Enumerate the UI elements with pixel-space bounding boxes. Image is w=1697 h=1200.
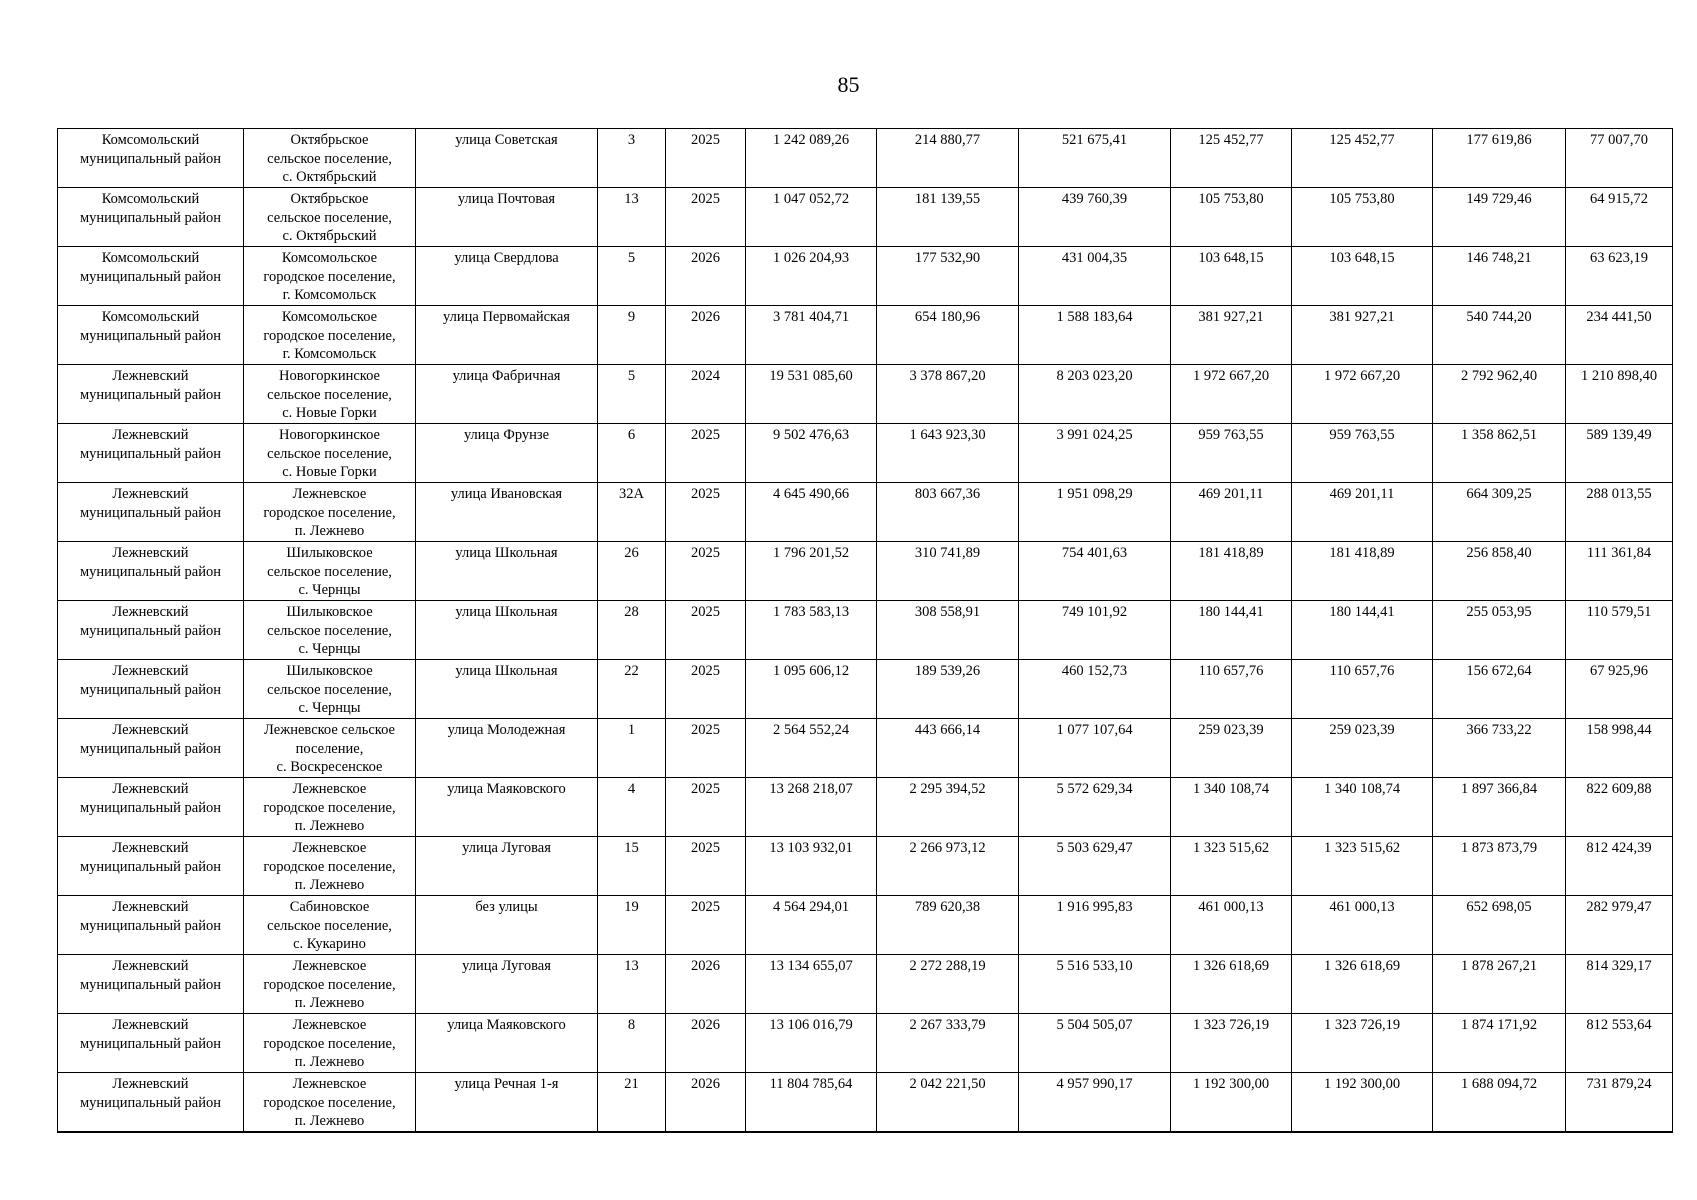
total-cost-cell: 13 134 655,07 xyxy=(746,955,877,1014)
table-row xyxy=(58,896,1673,955)
amount-cell-3: 1 972 667,20 xyxy=(1171,365,1292,424)
amount-cell-6: 812 553,64 xyxy=(1566,1014,1673,1073)
settlement-cell: Октябрьское сельское поселение, с. Октябрьский xyxy=(244,188,416,247)
house-number-cell: 21 xyxy=(598,1073,666,1133)
settlement-cell: Лежневское городское поселение, п. Лежнево xyxy=(244,778,416,837)
amount-cell-6: 822 609,88 xyxy=(1566,778,1673,837)
year-cell: 2025 xyxy=(666,778,746,837)
house-number-cell: 3 xyxy=(598,129,666,188)
table-row xyxy=(58,542,1673,601)
amount-cell-3: 259 023,39 xyxy=(1171,719,1292,778)
house-number-cell: 9 xyxy=(598,306,666,365)
municipal-district-cell: Комсомольский муниципальный район xyxy=(58,306,244,365)
page-number: 85 xyxy=(837,72,860,97)
amount-cell-3: 469 201,11 xyxy=(1171,483,1292,542)
municipal-district-cell: Лежневский муниципальный район xyxy=(58,719,244,778)
amount-cell-3: 461 000,13 xyxy=(1171,896,1292,955)
amount-cell-5: 2 792 962,40 xyxy=(1433,365,1566,424)
settlement-cell: Сабиновское сельское поселение, с. Кукарино xyxy=(244,896,416,955)
amount-cell-6: 77 007,70 xyxy=(1566,129,1673,188)
municipal-district-cell: Лежневский муниципальный район xyxy=(58,601,244,660)
amount-cell-1: 189 539,26 xyxy=(877,660,1019,719)
amount-cell-5: 1 878 267,21 xyxy=(1433,955,1566,1014)
total-cost-cell: 1 047 052,72 xyxy=(746,188,877,247)
amount-cell-4: 103 648,15 xyxy=(1292,247,1433,306)
table-row xyxy=(58,306,1673,365)
house-number-cell: 13 xyxy=(598,188,666,247)
street-cell: улица Молодежная xyxy=(416,719,598,778)
year-cell: 2026 xyxy=(666,955,746,1014)
table-row xyxy=(58,188,1673,247)
street-cell: улица Маяковского xyxy=(416,778,598,837)
year-cell: 2025 xyxy=(666,719,746,778)
amount-cell-5: 255 053,95 xyxy=(1433,601,1566,660)
municipal-district-cell: Лежневский муниципальный район xyxy=(58,660,244,719)
amount-cell-2: 439 760,39 xyxy=(1019,188,1171,247)
settlement-cell: Новогоркинское сельское поселение, с. Новые Горки xyxy=(244,365,416,424)
amount-cell-6: 1 210 898,40 xyxy=(1566,365,1673,424)
amount-cell-5: 1 358 862,51 xyxy=(1433,424,1566,483)
municipal-district-cell: Лежневский муниципальный район xyxy=(58,483,244,542)
amount-cell-1: 803 667,36 xyxy=(877,483,1019,542)
amount-cell-6: 731 879,24 xyxy=(1566,1073,1673,1133)
total-cost-cell: 1 026 204,93 xyxy=(746,247,877,306)
amount-cell-2: 5 572 629,34 xyxy=(1019,778,1171,837)
house-number-cell: 6 xyxy=(598,424,666,483)
municipal-district-cell: Лежневский муниципальный район xyxy=(58,1073,244,1133)
total-cost-cell: 11 804 785,64 xyxy=(746,1073,877,1133)
amount-cell-4: 1 323 515,62 xyxy=(1292,837,1433,896)
amount-cell-6: 64 915,72 xyxy=(1566,188,1673,247)
amount-cell-4: 959 763,55 xyxy=(1292,424,1433,483)
amount-cell-2: 5 503 629,47 xyxy=(1019,837,1171,896)
amount-cell-5: 652 698,05 xyxy=(1433,896,1566,955)
settlement-cell: Шилыковское сельское поселение, с. Чернцы xyxy=(244,660,416,719)
year-cell: 2026 xyxy=(666,1073,746,1133)
street-cell: улица Школьная xyxy=(416,542,598,601)
amount-cell-2: 3 991 024,25 xyxy=(1019,424,1171,483)
settlement-cell: Лежневское городское поселение, п. Лежнево xyxy=(244,1014,416,1073)
house-number-cell: 4 xyxy=(598,778,666,837)
municipal-district-cell: Лежневский муниципальный район xyxy=(58,424,244,483)
amount-cell-4: 110 657,76 xyxy=(1292,660,1433,719)
street-cell: улица Фрунзе xyxy=(416,424,598,483)
street-cell: улица Школьная xyxy=(416,660,598,719)
settlement-cell: Комсомольское городское поселение, г. Комсомольск xyxy=(244,306,416,365)
municipal-district-cell: Лежневский муниципальный район xyxy=(58,837,244,896)
amount-cell-5: 146 748,21 xyxy=(1433,247,1566,306)
amount-cell-1: 443 666,14 xyxy=(877,719,1019,778)
amount-cell-3: 1 323 515,62 xyxy=(1171,837,1292,896)
amount-cell-3: 381 927,21 xyxy=(1171,306,1292,365)
house-number-cell: 32А xyxy=(598,483,666,542)
municipal-district-cell: Лежневский муниципальный район xyxy=(58,1014,244,1073)
amount-cell-4: 181 418,89 xyxy=(1292,542,1433,601)
house-number-cell: 22 xyxy=(598,660,666,719)
amount-cell-6: 110 579,51 xyxy=(1566,601,1673,660)
total-cost-cell: 4 645 490,66 xyxy=(746,483,877,542)
house-number-cell: 8 xyxy=(598,1014,666,1073)
amount-cell-2: 4 957 990,17 xyxy=(1019,1073,1171,1133)
amount-cell-3: 110 657,76 xyxy=(1171,660,1292,719)
house-number-cell: 5 xyxy=(598,365,666,424)
amount-cell-2: 1 588 183,64 xyxy=(1019,306,1171,365)
amount-cell-5: 1 688 094,72 xyxy=(1433,1073,1566,1133)
year-cell: 2025 xyxy=(666,601,746,660)
total-cost-cell: 13 268 218,07 xyxy=(746,778,877,837)
street-cell: улица Советская xyxy=(416,129,598,188)
amount-cell-4: 1 340 108,74 xyxy=(1292,778,1433,837)
total-cost-cell: 19 531 085,60 xyxy=(746,365,877,424)
street-cell: улица Фабричная xyxy=(416,365,598,424)
street-cell: улица Маяковского xyxy=(416,1014,598,1073)
amount-cell-1: 789 620,38 xyxy=(877,896,1019,955)
table-row xyxy=(58,129,1673,188)
settlement-cell: Лежневское городское поселение, п. Лежнево xyxy=(244,837,416,896)
settlement-cell: Октябрьское сельское поселение, с. Октябрьский xyxy=(244,129,416,188)
amount-cell-1: 181 139,55 xyxy=(877,188,1019,247)
amount-cell-5: 664 309,25 xyxy=(1433,483,1566,542)
municipal-district-cell: Лежневский муниципальный район xyxy=(58,542,244,601)
table-row xyxy=(58,660,1673,719)
amount-cell-3: 1 326 618,69 xyxy=(1171,955,1292,1014)
amount-cell-1: 308 558,91 xyxy=(877,601,1019,660)
total-cost-cell: 1 242 089,26 xyxy=(746,129,877,188)
year-cell: 2026 xyxy=(666,247,746,306)
house-number-cell: 15 xyxy=(598,837,666,896)
house-number-cell: 5 xyxy=(598,247,666,306)
municipal-district-cell: Лежневский муниципальный район xyxy=(58,365,244,424)
amount-cell-5: 149 729,46 xyxy=(1433,188,1566,247)
amount-cell-2: 754 401,63 xyxy=(1019,542,1171,601)
amount-cell-5: 1 873 873,79 xyxy=(1433,837,1566,896)
amount-cell-3: 105 753,80 xyxy=(1171,188,1292,247)
table-row xyxy=(58,719,1673,778)
amount-cell-1: 214 880,77 xyxy=(877,129,1019,188)
amount-cell-6: 111 361,84 xyxy=(1566,542,1673,601)
amount-cell-2: 749 101,92 xyxy=(1019,601,1171,660)
amount-cell-3: 125 452,77 xyxy=(1171,129,1292,188)
house-number-cell: 26 xyxy=(598,542,666,601)
year-cell: 2026 xyxy=(666,1014,746,1073)
total-cost-cell: 1 095 606,12 xyxy=(746,660,877,719)
amount-cell-1: 2 295 394,52 xyxy=(877,778,1019,837)
amount-cell-3: 1 323 726,19 xyxy=(1171,1014,1292,1073)
municipal-district-cell: Лежневский муниципальный район xyxy=(58,896,244,955)
amount-cell-2: 5 504 505,07 xyxy=(1019,1014,1171,1073)
total-cost-cell: 3 781 404,71 xyxy=(746,306,877,365)
amount-cell-1: 2 272 288,19 xyxy=(877,955,1019,1014)
amount-cell-1: 2 266 973,12 xyxy=(877,837,1019,896)
street-cell: улица Свердлова xyxy=(416,247,598,306)
amount-cell-3: 1 192 300,00 xyxy=(1171,1073,1292,1133)
year-cell: 2025 xyxy=(666,837,746,896)
table-row xyxy=(58,837,1673,896)
amount-cell-3: 181 418,89 xyxy=(1171,542,1292,601)
amount-cell-2: 1 916 995,83 xyxy=(1019,896,1171,955)
settlement-cell: Лежневское сельское поселение, с. Воскресенское xyxy=(244,719,416,778)
amount-cell-5: 1 874 171,92 xyxy=(1433,1014,1566,1073)
house-number-cell: 13 xyxy=(598,955,666,1014)
amount-cell-1: 654 180,96 xyxy=(877,306,1019,365)
table-row xyxy=(58,1014,1673,1073)
amount-cell-2: 460 152,73 xyxy=(1019,660,1171,719)
amount-cell-5: 1 897 366,84 xyxy=(1433,778,1566,837)
amount-cell-4: 381 927,21 xyxy=(1292,306,1433,365)
amount-cell-3: 1 340 108,74 xyxy=(1171,778,1292,837)
street-cell: улица Луговая xyxy=(416,955,598,1014)
amount-cell-5: 366 733,22 xyxy=(1433,719,1566,778)
year-cell: 2025 xyxy=(666,542,746,601)
settlement-cell: Шилыковское сельское поселение, с. Чернцы xyxy=(244,542,416,601)
table-row xyxy=(58,601,1673,660)
amount-cell-2: 1 951 098,29 xyxy=(1019,483,1171,542)
amount-cell-3: 180 144,41 xyxy=(1171,601,1292,660)
total-cost-cell: 13 103 932,01 xyxy=(746,837,877,896)
amount-cell-2: 1 077 107,64 xyxy=(1019,719,1171,778)
street-cell: улица Ивановская xyxy=(416,483,598,542)
amount-cell-2: 5 516 533,10 xyxy=(1019,955,1171,1014)
year-cell: 2025 xyxy=(666,483,746,542)
amount-cell-6: 282 979,47 xyxy=(1566,896,1673,955)
amount-cell-4: 1 326 618,69 xyxy=(1292,955,1433,1014)
table-row xyxy=(58,424,1673,483)
amount-cell-4: 1 972 667,20 xyxy=(1292,365,1433,424)
total-cost-cell: 2 564 552,24 xyxy=(746,719,877,778)
amount-cell-6: 234 441,50 xyxy=(1566,306,1673,365)
amount-cell-6: 63 623,19 xyxy=(1566,247,1673,306)
year-cell: 2025 xyxy=(666,424,746,483)
settlement-cell: Лежневское городское поселение, п. Лежнево xyxy=(244,955,416,1014)
municipal-district-cell: Комсомольский муниципальный район xyxy=(58,188,244,247)
municipal-district-cell: Лежневский муниципальный район xyxy=(58,778,244,837)
amount-cell-1: 3 378 867,20 xyxy=(877,365,1019,424)
amount-cell-6: 812 424,39 xyxy=(1566,837,1673,896)
amount-cell-5: 156 672,64 xyxy=(1433,660,1566,719)
amount-cell-6: 67 925,96 xyxy=(1566,660,1673,719)
table-row xyxy=(58,365,1673,424)
street-cell: улица Почтовая xyxy=(416,188,598,247)
amount-cell-4: 125 452,77 xyxy=(1292,129,1433,188)
amount-cell-4: 180 144,41 xyxy=(1292,601,1433,660)
street-cell: без улицы xyxy=(416,896,598,955)
table-row xyxy=(58,1073,1673,1133)
street-cell: улица Школьная xyxy=(416,601,598,660)
amount-cell-5: 177 619,86 xyxy=(1433,129,1566,188)
amount-cell-2: 8 203 023,20 xyxy=(1019,365,1171,424)
street-cell: улица Луговая xyxy=(416,837,598,896)
amount-cell-4: 461 000,13 xyxy=(1292,896,1433,955)
amount-cell-5: 256 858,40 xyxy=(1433,542,1566,601)
house-number-cell: 1 xyxy=(598,719,666,778)
year-cell: 2025 xyxy=(666,660,746,719)
amount-cell-1: 310 741,89 xyxy=(877,542,1019,601)
registry-table-body xyxy=(58,129,1673,1133)
settlement-cell: Новогоркинское сельское поселение, с. Новые Горки xyxy=(244,424,416,483)
year-cell: 2024 xyxy=(666,365,746,424)
year-cell: 2025 xyxy=(666,896,746,955)
amount-cell-4: 1 323 726,19 xyxy=(1292,1014,1433,1073)
table-row xyxy=(58,955,1673,1014)
amount-cell-4: 105 753,80 xyxy=(1292,188,1433,247)
municipal-district-cell: Комсомольский муниципальный район xyxy=(58,129,244,188)
total-cost-cell: 9 502 476,63 xyxy=(746,424,877,483)
amount-cell-6: 589 139,49 xyxy=(1566,424,1673,483)
year-cell: 2025 xyxy=(666,188,746,247)
municipal-district-cell: Лежневский муниципальный район xyxy=(58,955,244,1014)
amount-cell-4: 469 201,11 xyxy=(1292,483,1433,542)
settlement-cell: Шилыковское сельское поселение, с. Чернцы xyxy=(244,601,416,660)
amount-cell-1: 2 267 333,79 xyxy=(877,1014,1019,1073)
year-cell: 2025 xyxy=(666,129,746,188)
amount-cell-4: 259 023,39 xyxy=(1292,719,1433,778)
amount-cell-1: 177 532,90 xyxy=(877,247,1019,306)
total-cost-cell: 13 106 016,79 xyxy=(746,1014,877,1073)
table-row xyxy=(58,778,1673,837)
amount-cell-6: 814 329,17 xyxy=(1566,955,1673,1014)
amount-cell-1: 1 643 923,30 xyxy=(877,424,1019,483)
settlement-cell: Лежневское городское поселение, п. Лежнево xyxy=(244,1073,416,1133)
amount-cell-6: 158 998,44 xyxy=(1566,719,1673,778)
year-cell: 2026 xyxy=(666,306,746,365)
municipal-district-cell: Комсомольский муниципальный район xyxy=(58,247,244,306)
amount-cell-5: 540 744,20 xyxy=(1433,306,1566,365)
street-cell: улица Первомайская xyxy=(416,306,598,365)
total-cost-cell: 1 796 201,52 xyxy=(746,542,877,601)
amount-cell-2: 521 675,41 xyxy=(1019,129,1171,188)
house-number-cell: 28 xyxy=(598,601,666,660)
table-row xyxy=(58,483,1673,542)
settlement-cell: Лежневское городское поселение, п. Лежнево xyxy=(244,483,416,542)
house-number-cell: 19 xyxy=(598,896,666,955)
total-cost-cell: 1 783 583,13 xyxy=(746,601,877,660)
street-cell: улица Речная 1-я xyxy=(416,1073,598,1133)
amount-cell-6: 288 013,55 xyxy=(1566,483,1673,542)
total-cost-cell: 4 564 294,01 xyxy=(746,896,877,955)
registry-table xyxy=(57,128,1673,1133)
table-row xyxy=(58,247,1673,306)
amount-cell-2: 431 004,35 xyxy=(1019,247,1171,306)
amount-cell-3: 103 648,15 xyxy=(1171,247,1292,306)
amount-cell-4: 1 192 300,00 xyxy=(1292,1073,1433,1133)
amount-cell-1: 2 042 221,50 xyxy=(877,1073,1019,1133)
settlement-cell: Комсомольское городское поселение, г. Комсомольск xyxy=(244,247,416,306)
amount-cell-3: 959 763,55 xyxy=(1171,424,1292,483)
